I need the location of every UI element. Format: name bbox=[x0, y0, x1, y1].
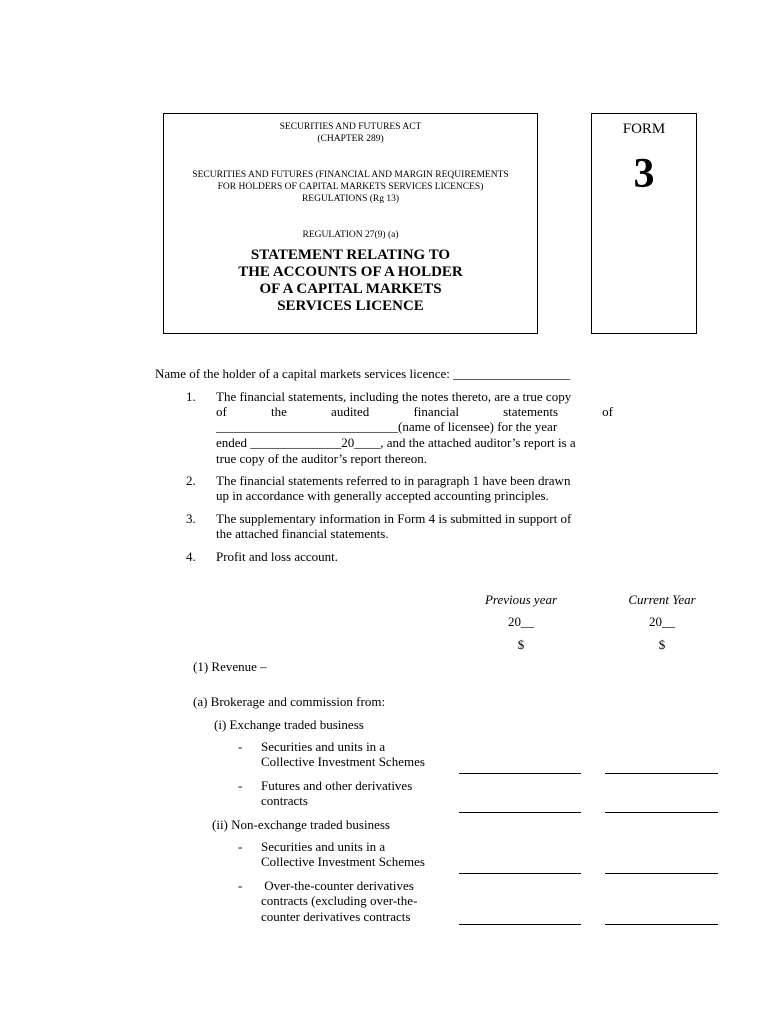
non-exchange-securities-line-1: Securities and units in a bbox=[261, 839, 386, 854]
current-year-amount-line[interactable] bbox=[605, 812, 718, 813]
paragraph-4-line-1: Profit and loss account. bbox=[216, 549, 339, 564]
current-year-amount-line[interactable] bbox=[605, 924, 718, 925]
paragraph-2-line-2: up in accordance with generally accepted accounting principles. bbox=[216, 488, 549, 503]
non-exchange-otc-line-2: contracts (excluding over-the- bbox=[261, 893, 418, 908]
non-exchange-traded-heading: (ii) Non-exchange traded business bbox=[212, 817, 390, 832]
exchange-securities-line-2: Collective Investment Schemes bbox=[261, 754, 425, 769]
current-year-amount-line[interactable] bbox=[605, 873, 718, 874]
non-exchange-securities-line-2: Collective Investment Schemes bbox=[261, 854, 425, 869]
statement-title-line-1: STATEMENT RELATING TO bbox=[250, 247, 451, 263]
paragraph-3-line-2: the attached financial statements. bbox=[216, 526, 389, 541]
current-currency: $ bbox=[658, 637, 666, 652]
statement-title-line-3: OF A CAPITAL MARKETS bbox=[259, 281, 442, 297]
statement-title-line-4: SERVICES LICENCE bbox=[277, 298, 424, 314]
exchange-traded-heading: (i) Exchange traded business bbox=[214, 717, 364, 732]
form-number-box bbox=[591, 113, 697, 334]
paragraph-1-line-5: true copy of the auditor’s report thereon. bbox=[216, 451, 427, 466]
paragraph-2-line-1: The financial statements referred to in paragraph 1 have been drawn bbox=[216, 473, 571, 488]
paragraph-number: 3. bbox=[186, 511, 196, 526]
exchange-securities-line-1: Securities and units in a bbox=[261, 739, 386, 754]
paragraph-1-line-2: of the audited financial statements of bbox=[216, 404, 613, 419]
licence-holder-name-line: Name of the holder of a capital markets services licence: __________________ bbox=[155, 366, 571, 381]
exchange-futures-line-2: contracts bbox=[261, 793, 308, 808]
paragraph-number: 1. bbox=[186, 389, 196, 404]
paragraph-3-line-1: The supplementary information in Form 4 is submitted in support of bbox=[216, 511, 572, 526]
previous-currency: $ bbox=[517, 637, 525, 652]
act-name: SECURITIES AND FUTURES ACT bbox=[279, 122, 422, 132]
paragraph-1-line-1: The financial statements, including the notes thereto, are a true copy bbox=[216, 389, 572, 404]
statement-title-line-2: THE ACCOUNTS OF A HOLDER bbox=[238, 264, 463, 280]
paragraph-1-line-3: ____________________________(name of licensee) for the year bbox=[216, 419, 558, 434]
current-year-heading: Current Year bbox=[628, 592, 696, 607]
paragraph-1-line-4: ended ______________20____, and the attached auditor’s report is a bbox=[216, 435, 576, 450]
previous-year-field: 20__ bbox=[508, 614, 534, 629]
regulation-header-box bbox=[163, 113, 538, 334]
previous-year-amount-line[interactable] bbox=[459, 812, 581, 813]
regulation-reference: REGULATION 27(9) (a) bbox=[302, 230, 399, 240]
current-year-amount-line[interactable] bbox=[605, 773, 718, 774]
previous-year-amount-line[interactable] bbox=[459, 924, 581, 925]
exchange-futures-line-1: Futures and other derivatives bbox=[261, 778, 413, 793]
paragraph-number: 4. bbox=[186, 549, 196, 564]
brokerage-heading: (a) Brokerage and commission from: bbox=[193, 694, 386, 709]
list-dash: - bbox=[238, 778, 243, 793]
previous-year-heading: Previous year bbox=[484, 592, 558, 607]
previous-year-amount-line[interactable] bbox=[459, 773, 581, 774]
regulations-line-1: SECURITIES AND FUTURES (FINANCIAL AND MARGIN REQUIREMENTS bbox=[192, 170, 509, 180]
list-dash: - bbox=[238, 839, 243, 854]
regulations-line-2: FOR HOLDERS OF CAPITAL MARKETS SERVICES LICENCES) bbox=[217, 182, 484, 192]
regulations-line-3: REGULATIONS (Rg 13) bbox=[301, 194, 400, 204]
previous-year-amount-line[interactable] bbox=[459, 873, 581, 874]
current-year-field: 20__ bbox=[649, 614, 675, 629]
act-chapter: (CHAPTER 289) bbox=[317, 134, 384, 144]
form-label: FORM bbox=[622, 121, 666, 137]
non-exchange-otc-line-1: Over-the-counter derivatives bbox=[261, 878, 414, 893]
non-exchange-otc-line-3: counter derivatives contracts bbox=[261, 909, 411, 924]
form-number: 3 bbox=[633, 151, 655, 197]
list-dash: - bbox=[238, 878, 243, 893]
revenue-heading: (1) Revenue – bbox=[193, 659, 267, 674]
paragraph-number: 2. bbox=[186, 473, 196, 488]
list-dash: - bbox=[238, 739, 243, 754]
